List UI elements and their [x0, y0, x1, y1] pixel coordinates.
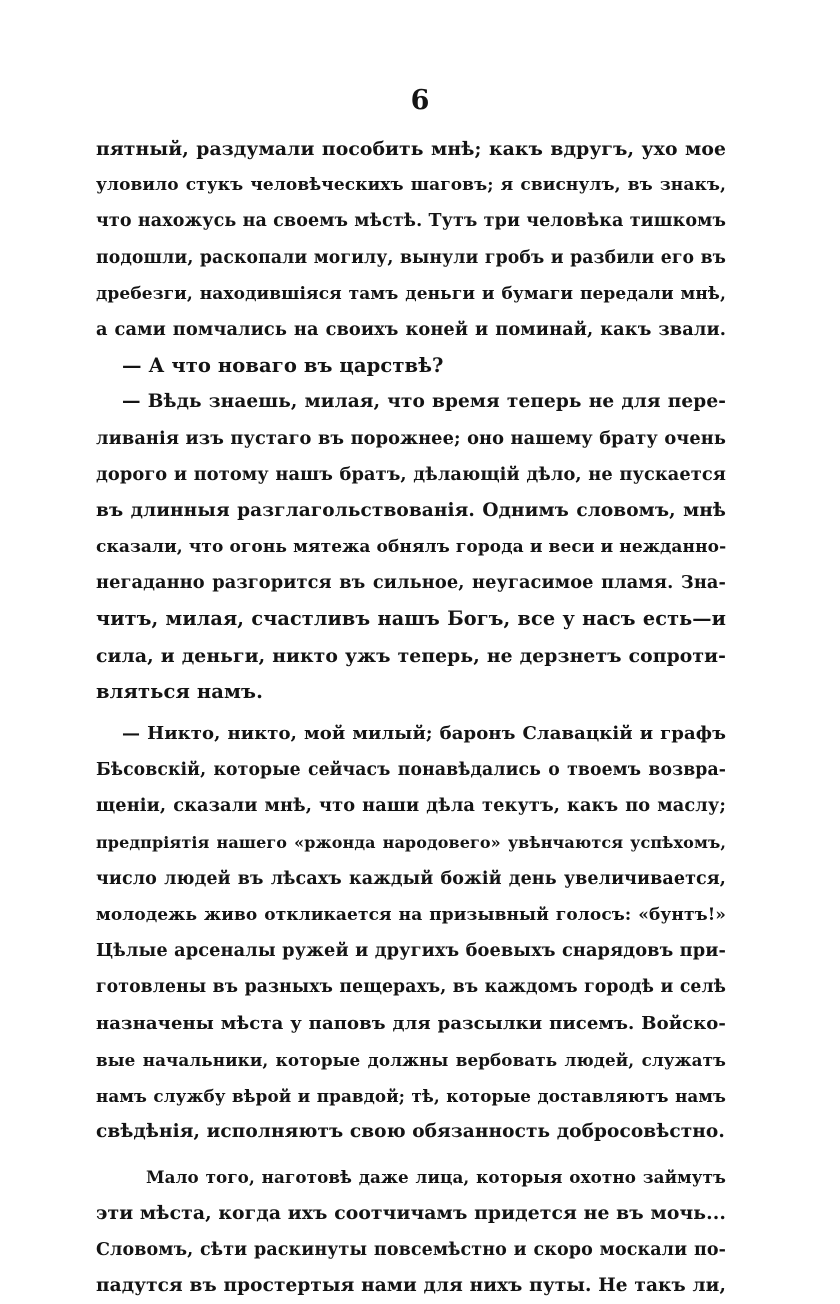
- text-line: а сами помчались на своихъ коней и поминай, какъ звали.: [96, 318, 726, 340]
- text-line: Цѣлые арсеналы ружей и другихъ боевыхъ снарядовъ при-: [96, 940, 726, 962]
- text-line: подошли, раскопали могилу, вынули гробъ и разбили его въ: [96, 247, 726, 268]
- text-line: число людей въ лѣсахъ каждый божій день увеличивается,: [96, 868, 726, 889]
- text-line: пятный, раздумали пособить мнѣ; какъ вдругъ, ухо мое: [96, 138, 726, 160]
- dialogue-line: — А что новаго въ царствѣ?: [122, 354, 444, 378]
- text-line: падутся въ простертыя нами для нихъ путы. Не такъ ли,: [96, 1274, 726, 1296]
- text-line: читъ, милая, счастливъ нашъ Богъ, все у насъ есть—и: [96, 607, 726, 631]
- text-line: вляться намъ.: [96, 679, 263, 703]
- text-line: щеніи, сказали мнѣ, что наши дѣла текутъ, какъ по маслу;: [96, 795, 726, 817]
- text-line: Словомъ, сѣти раскинуты повсемѣстно и скоро москали по-: [96, 1239, 726, 1260]
- text-line: назначены мѣста у паповъ для разсылки писемъ. Войско-: [96, 1012, 726, 1034]
- text-line: въ длинныя разглагольствованія. Однимъ словомъ, мнѣ: [96, 499, 726, 521]
- text-line: негаданно разгорится въ сильное, неугасимое пламя. Зна-: [96, 572, 726, 594]
- text-line: — Вѣдь знаешь, милая, что время теперь не для пере-: [122, 391, 726, 413]
- body-text: [96, 131, 726, 1304]
- text-line: предпріятія нашего «ржонда народовего» увѣнчаются успѣхомъ,: [96, 832, 726, 852]
- text-line: готовлены въ разныхъ пещерахъ, въ каждомъ городѣ и селѣ: [96, 977, 726, 998]
- text-line: свѣдѣнія, исполняютъ свою обязанность добросовѣстно.: [96, 1121, 725, 1143]
- text-line: что нахожусь на своемъ мѣстѣ. Тутъ три человѣка тишкомъ: [96, 211, 726, 232]
- text-line: сказали, что огонь мятежа обнялъ города и веси и нежданно-: [96, 537, 727, 558]
- text-line: — Никто, никто, мой милый; баронъ Славацкій и графъ: [122, 723, 726, 744]
- text-line: сила, и деньги, никто ужъ теперь, не дерзнетъ сопроти-: [96, 644, 726, 667]
- paragraph-gap: [96, 1150, 726, 1159]
- text-line: намъ службу вѣрой и правдой; тѣ, которые доставляютъ намъ: [96, 1085, 726, 1106]
- page-number: 6: [410, 85, 430, 116]
- text-line: ливанія изъ пустаго въ порожнее; оно нашему брату очень: [96, 427, 726, 449]
- text-line: вые начальники, которые должны вербовать людей, служатъ: [96, 1049, 726, 1070]
- text-line: Мало того, наготовѣ даже лица, которыя охотно займутъ: [146, 1167, 726, 1188]
- text-line: дорого и потому нашъ братъ, дѣлающій дѣло, не пускается: [96, 463, 726, 485]
- text-line: эти мѣста, когда ихъ соотчичамъ придется не въ мочь...: [96, 1202, 726, 1225]
- text-line: Бѣсовскій, которые сейчасъ понавѣдались о твоемъ возвра-: [96, 760, 726, 781]
- text-line: дребезги, находившіяся тамъ деньги и бумаги передали мнѣ,: [96, 283, 726, 304]
- text-line: молодежь живо откликается на призывный голосъ: «бунтъ!»: [96, 904, 726, 925]
- text-line: уловило стукъ человѣческихъ шаговъ; я свиснулъ, въ знакъ,: [96, 175, 726, 196]
